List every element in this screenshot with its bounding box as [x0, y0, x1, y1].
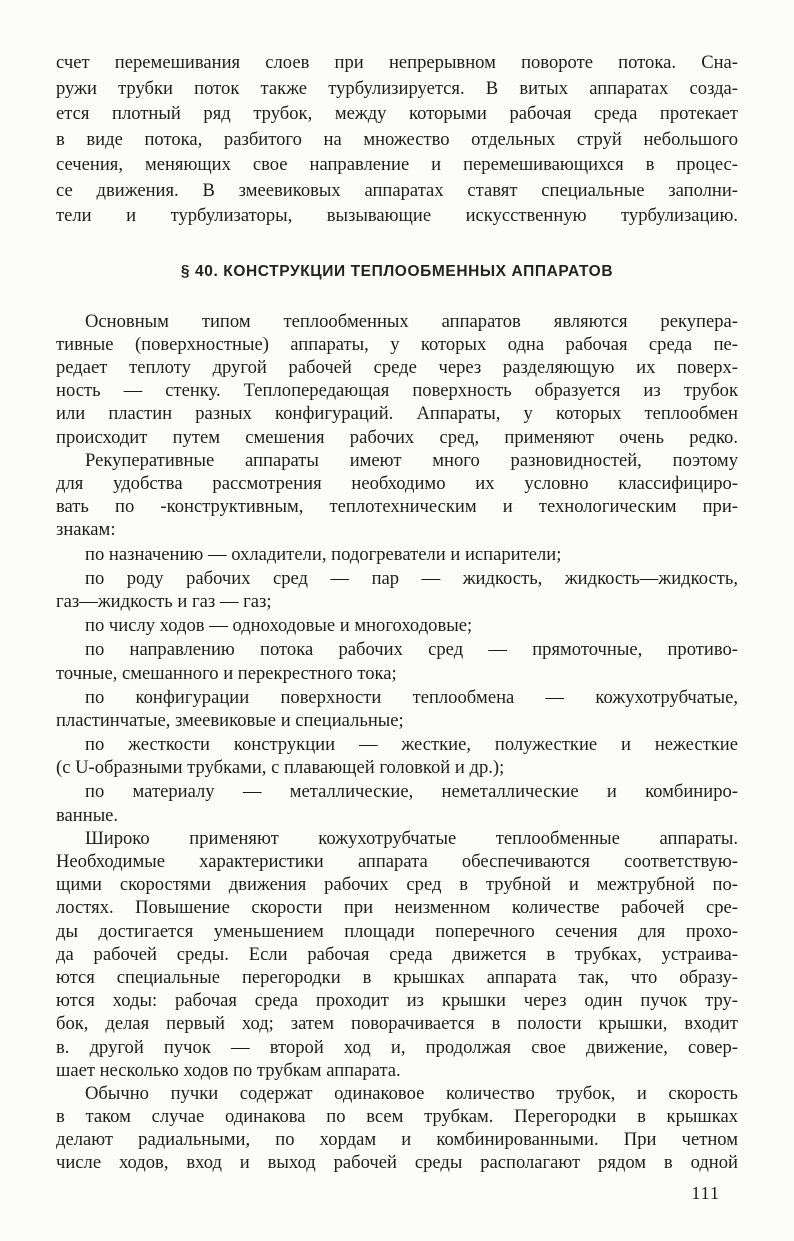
text-line: сечения, меняющих свое направление и перемешивающихся в процес-	[56, 154, 738, 175]
text-line: Широко применяют кожухотрубчатые теплообменные аппараты.	[85, 827, 738, 849]
text-line: редает теплоту другой рабочей среде через разделяющую их поверх-	[56, 357, 738, 379]
text-line: по роду рабочих сред — пар — жидкость, жидкость—жидкость,	[85, 567, 738, 589]
text-line: газ—жидкость и газ — газ;	[56, 590, 272, 612]
classification-item-media	[56, 567, 738, 613]
text-line: ется плотный ряд трубок, между которыми рабочая среда протекает	[56, 103, 738, 124]
text-line: Основным типом теплообменных аппаратов являются рекупера-	[85, 310, 738, 332]
text-line: числе ходов, вход и выход рабочей среды располагают рядом в одной	[56, 1152, 738, 1174]
text-line: пластинчатые, змеевиковые и специальные;	[56, 709, 404, 731]
text-line: ются специальные перегородки в крышках аппарата так, что образу-	[56, 966, 738, 988]
text-line: да рабочей среды. Если рабочая среда движется в трубках, устраива-	[56, 943, 738, 965]
text-line: щими скоростями движения рабочих сред в трубной и межтрубной по-	[56, 874, 738, 896]
text-line: Необходимые характеристики аппарата обеспечиваются соответствую-	[56, 851, 738, 873]
text-line: делают радиальными, по хордам и комбинированными. При четном	[56, 1129, 738, 1151]
text-line: ванные.	[56, 804, 119, 826]
text-line: ются ходы: рабочая среда проходит из крышки через один пучок тру-	[56, 990, 738, 1012]
text-line: шает несколько ходов по трубкам аппарата.	[56, 1059, 401, 1081]
text-line: по материалу — металлические, неметаллические и комбиниро-	[85, 781, 738, 803]
page-number: 111	[691, 1182, 720, 1203]
classification-item-material	[56, 780, 738, 826]
text-line: по назначению — охладители, подогреватели и испарители;	[85, 543, 562, 565]
text-line: ность — стенку. Теплопередающая поверхность образуется из трубок	[56, 380, 738, 402]
paragraph-shell-and-tube	[56, 827, 738, 1082]
text-line: Обычно пучки содержат одинаковое количество трубок, и скорость	[85, 1082, 738, 1104]
text-line: знакам:	[56, 519, 116, 541]
paragraph-intro	[56, 50, 738, 229]
classification-item-surface	[56, 686, 738, 732]
text-line: в таком случае одинакова по всем трубкам. Перегородки в крышках	[56, 1106, 738, 1128]
text-line: тели и турбулизаторы, вызывающие искусственную турбулизацию.	[56, 205, 738, 226]
text-line: (с U-образными трубками, с плавающей головкой и др.);	[56, 757, 505, 779]
text-line: происходит путем смешения рабочих сред, применяют очень редко.	[56, 426, 738, 448]
text-line: счет перемешивания слоев при непрерывном повороте потока. Сна-	[56, 52, 738, 73]
paragraph-main	[56, 310, 738, 449]
paragraph-tube-bundles	[56, 1082, 738, 1175]
text-line: лостях. Повышение скорости при неизменном количестве рабочей сре-	[56, 897, 738, 919]
text-line: точные, смешанного и перекрестного тока;	[56, 662, 397, 684]
text-line: в виде потока, разбитого на множество отдельных струй небольшого	[56, 128, 738, 150]
text-line: по направлению потока рабочих сред — прямоточные, противо-	[85, 639, 738, 661]
classification-item-rigidity	[56, 733, 738, 779]
text-line: для удобства рассмотрения необходимо их условно классифициро-	[56, 473, 738, 495]
text-line: ды достигается уменьшением площади поперечного сечения для прохо-	[56, 920, 738, 942]
classification-item-purpose	[56, 543, 738, 566]
section-heading: § 40. КОНСТРУКЦИИ ТЕПЛООБМЕННЫХ АППАРАТОВ	[180, 262, 614, 280]
text-line: по жесткости конструкции — жесткие, полужесткие и нежесткие	[85, 734, 738, 756]
text-line: по числу ходов — одноходовые и многоходовые;	[85, 615, 473, 637]
text-line: ружи трубки поток также турбулизируется. В витых аппаратах созда-	[56, 77, 738, 99]
text-column	[56, 50, 738, 1205]
text-line: тивные (поверхностные) аппараты, у которых одна рабочая среда пе-	[56, 333, 738, 355]
text-line: в. другой пучок — второй ход и, продолжая свое движение, совер-	[56, 1036, 738, 1058]
text-line: се движения. В змеевиковых аппаратах ставят специальные заполни-	[56, 179, 738, 201]
paragraph-classification	[56, 449, 738, 542]
text-line: вать по -конструктивным, теплотехническим и технологическим при-	[56, 496, 738, 518]
text-line: или пластин разных конфигураций. Аппараты, у которых теплообмен	[56, 403, 738, 425]
text-line: бок, делая первый ход; затем поворачивается в полости крышки, входит	[56, 1013, 738, 1035]
text-line: Рекуперативные аппараты имеют много разновидностей, поэтому	[85, 449, 738, 471]
classification-item-passes	[56, 614, 738, 637]
classification-item-flow-direction	[56, 638, 738, 684]
text-line: по конфигурации поверхности теплообмена — кожухотрубчатые,	[85, 686, 738, 708]
